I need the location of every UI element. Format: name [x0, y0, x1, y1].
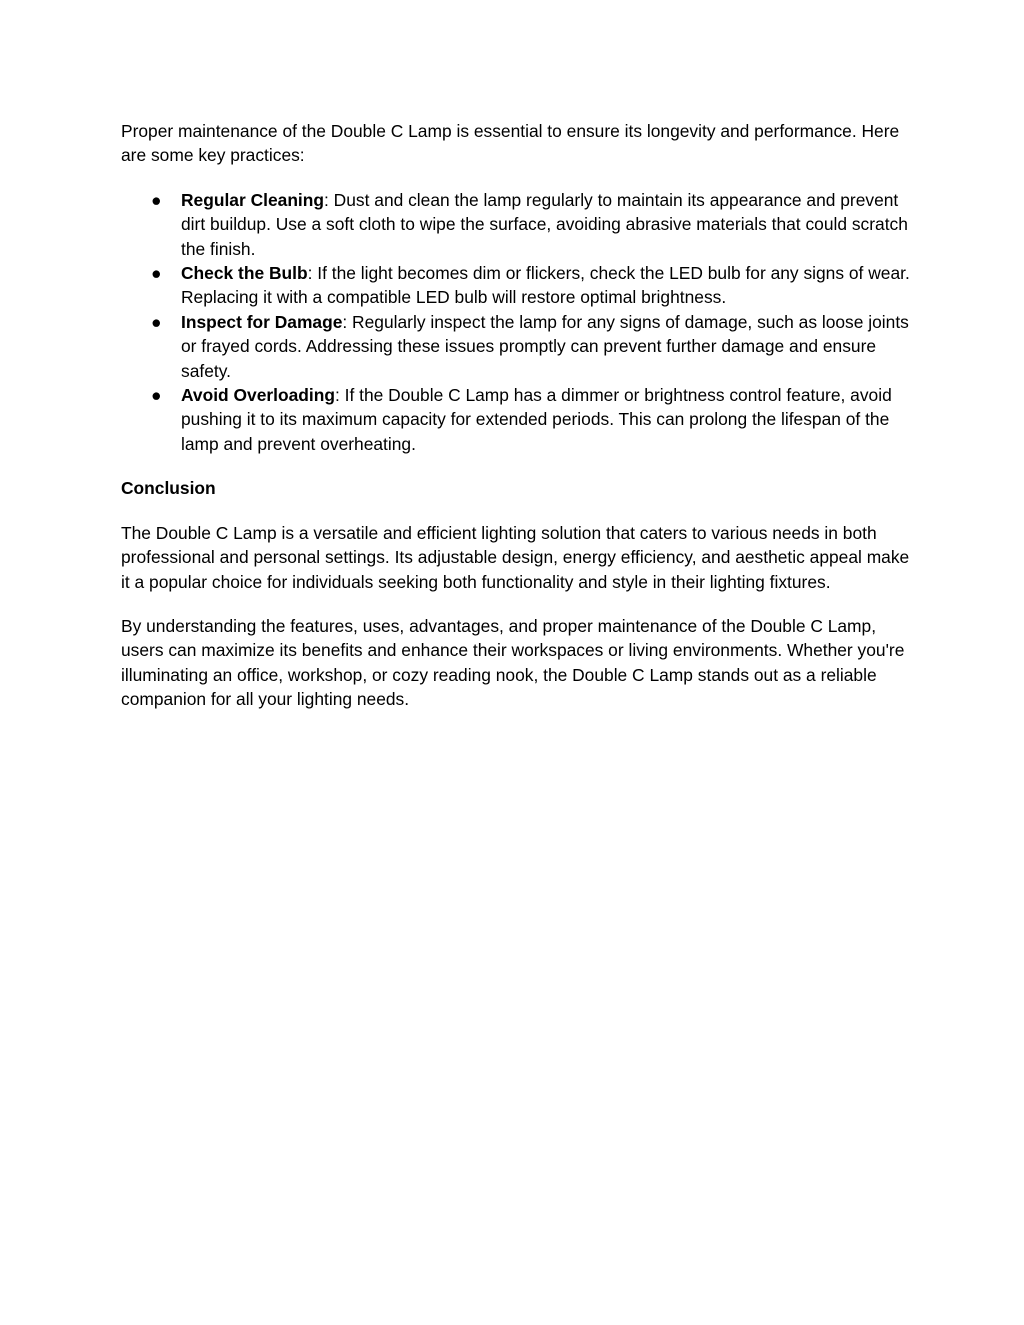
- document-page: [121, 119, 911, 732]
- practice-description: : If the Double C Lamp has a dimmer or brightness control feature, avoid pushing it to its maximum capacity for extended periods. This can prolong the lifespan of the lamp and prevent overheating.: [181, 385, 892, 454]
- maintenance-practices-list: [121, 188, 911, 456]
- conclusion-paragraph: The Double C Lamp is a versatile and efficient lighting solution that caters to various needs in both professional and personal settings. Its adjustable design, energy efficiency, and aesthetic appeal make it a popular choice for individuals seeking both functionality and style in their lighting fixtures.: [121, 522, 910, 592]
- bullet-icon: ●: [151, 385, 162, 406]
- list-item: [121, 310, 911, 383]
- bullet-icon: ●: [151, 311, 162, 332]
- bullet-icon: ●: [151, 189, 162, 210]
- practice-term: Avoid Overloading: [181, 385, 335, 406]
- list-item: [121, 261, 911, 310]
- practice-term: Inspect for Damage: [181, 311, 343, 332]
- conclusion-paragraph: By understanding the features, uses, advantages, and proper maintenance of the Double C Lamp, users can maximize its benefits and enhance their workspaces or living environments. Whether you're illuminating an office, workshop, or cozy reading nook, the Double C Lamp stands out as a reliable companion for all your lighting needs.: [121, 615, 905, 710]
- bullet-icon: ●: [151, 263, 162, 284]
- list-item: [121, 188, 911, 261]
- practice-description: : Regularly inspect the lamp for any signs of damage, such as loose joints or frayed cords. Addressing these issues promptly can prevent further damage and ensure safety.: [181, 311, 909, 381]
- practice-term: Check the Bulb: [181, 263, 308, 284]
- conclusion-heading: Conclusion: [121, 478, 216, 499]
- practice-description: : If the light becomes dim or flickers, check the LED bulb for any signs of wear. Replacing it with a compatible LED bulb will restore optimal brightness.: [181, 263, 910, 308]
- practice-description: : Dust and clean the lamp regularly to maintain its appearance and prevent dirt buildup. Use a soft cloth to wipe the surface, avoiding abrasive materials that could scratch the finish.: [181, 189, 908, 259]
- list-item: [121, 383, 911, 456]
- practice-term: Regular Cleaning: [181, 189, 325, 210]
- intro-paragraph: Proper maintenance of the Double C Lamp is essential to ensure its longevity and performance. Here are some key practices:: [121, 121, 900, 166]
